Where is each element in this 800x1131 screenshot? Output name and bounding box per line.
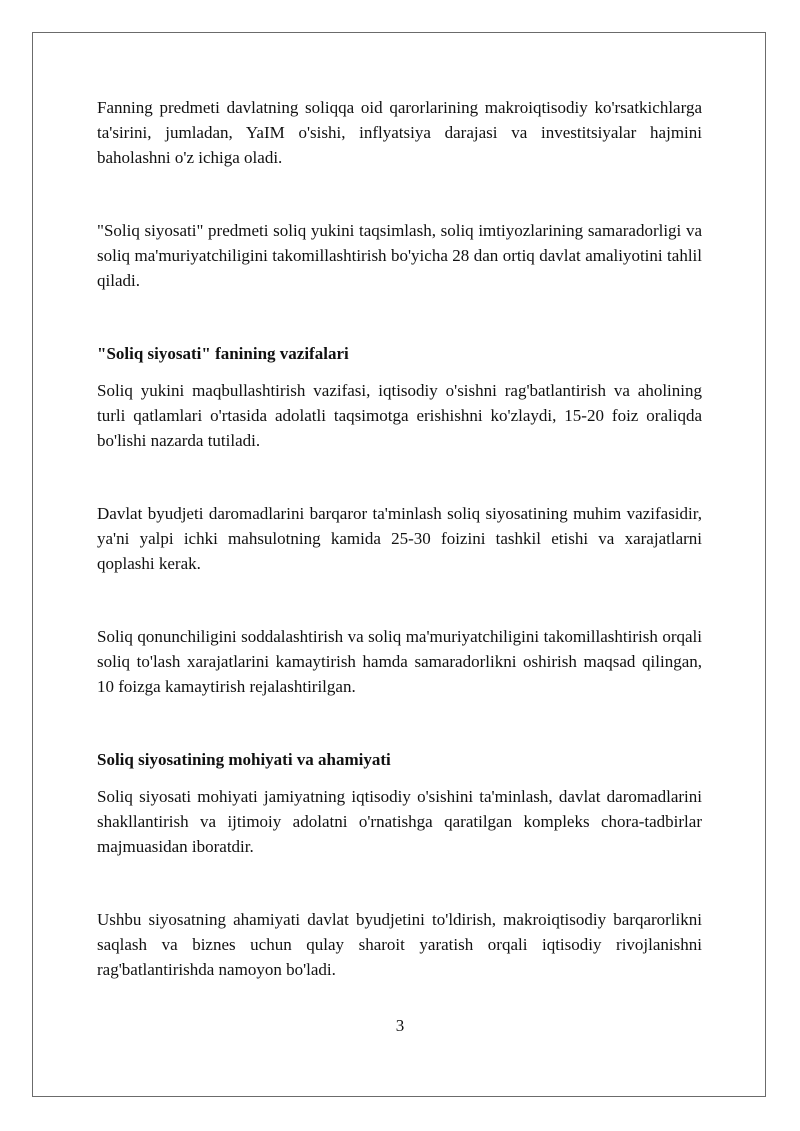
heading-essence: Soliq siyosatining mohiyati va ahamiyati [97, 750, 391, 769]
paragraph-importance: Ushbu siyosatning ahamiyati davlat byudjetini to'ldirish, makroiqtisodiy barqarorlikni saqlash va biznes uchun qulay sharoit yaratish orqali iqtisodiy rivojlanishni rag'batlantirishda namoyon bo'ladi. [97, 910, 702, 979]
paragraph-budget-revenue: Davlat byudjeti daromadlarini barqaror ta'minlash soliq siyosatining muhim vazifasidir, ya'ni yalpi ichki mahsulotning kamida 25-30 foizini tashkil etishi va xarajatlarni qoplashi kerak. [97, 504, 702, 573]
heading-tasks: "Soliq siyosati" fanining vazifalari [97, 344, 349, 363]
paragraph-subject-macro: Fanning predmeti davlatning soliqqa oid qarorlarining makroiqtisodiy ko'rsatkichlarga ta'sirini, jumladan, YaIM o'sishi, inflyatsiya darajasi va investitsiyalar hajmini baholashni o'z ichiga oladi. [97, 98, 702, 167]
paragraph-simplification: Soliq qonunchiligini soddalashtirish va soliq ma'muriyatchiligini takomillashtirish orqali soliq to'lash xarajatlarini kamaytirish hamda samaradorlikni oshirish maqsad qilingan, 10 foizga kamaytirish rejalashtirilgan. [97, 627, 702, 696]
paragraph-essence: Soliq siyosati mohiyati jamiyatning iqtisodiy o'sishini ta'minlash, davlat daromadlarini shakllantirish va ijtimoiy adolatni o'rnatishga qaratilgan kompleks chora-tadbirlar majmuasidan iboratdir. [97, 787, 702, 856]
page-number: 3 [395, 1016, 405, 1035]
document-body [97, 95, 702, 982]
paragraph-subject-analysis: "Soliq siyosati" predmeti soliq yukini taqsimlash, soliq imtiyozlarining samaradorligi va soliq ma'muriyatchiligini takomillashtirish bo'yicha 28 dan ortiq davlat amaliyotini tahlil qiladi. [97, 221, 702, 290]
paragraph-tax-burden: Soliq yukini maqbullashtirish vazifasi, iqtisodiy o'sishni rag'batlantirish va aholining turli qatlamlari o'rtasida adolatli taqsimotga erishishni ko'zlaydi, 15-20 foiz oraliqda bo'lishi nazarda tutiladi. [97, 381, 702, 450]
